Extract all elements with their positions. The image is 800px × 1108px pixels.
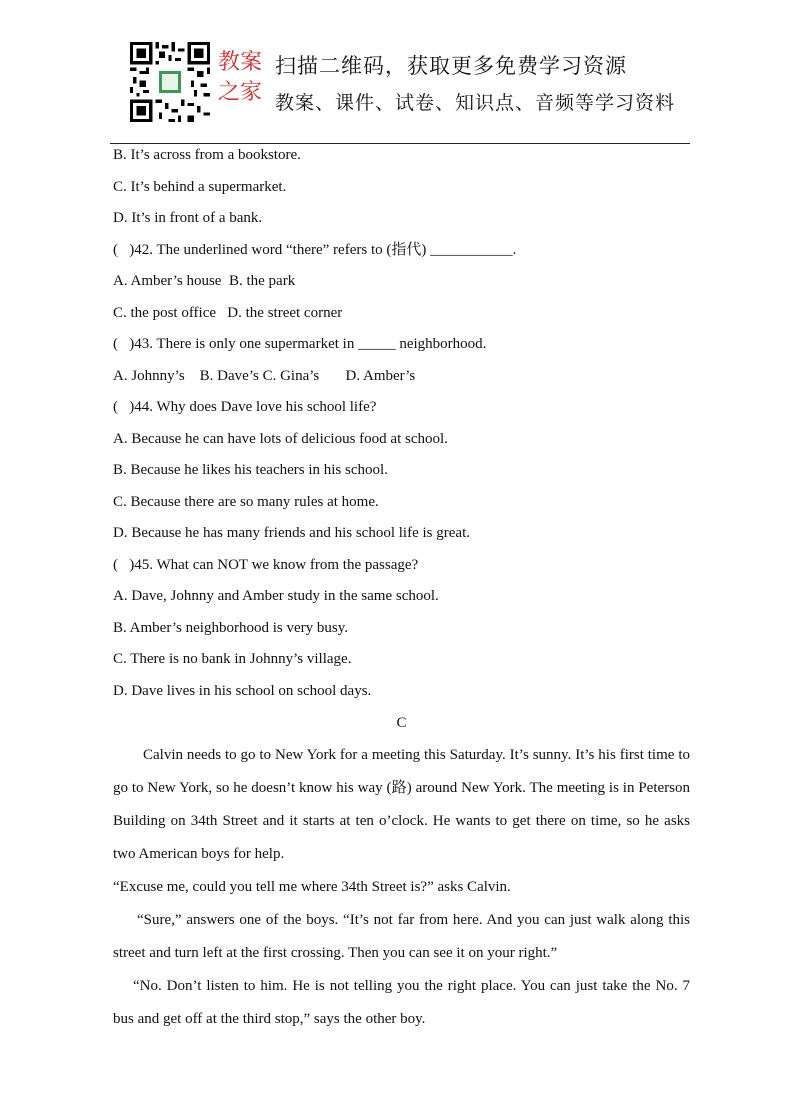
- brand-line-1: 教案: [218, 50, 263, 75]
- question-44: ( )44. Why does Dave love his school life?: [113, 399, 377, 415]
- section-heading: C: [396, 715, 407, 731]
- option-45-d: D. Dave lives in his school on school days.: [113, 682, 372, 699]
- option-45-c: C. There is no bank in Johnny’s village.: [113, 651, 352, 667]
- brand-logo: [218, 48, 270, 118]
- brand-line-2: 之家: [218, 80, 263, 105]
- option-41-d: D. It’s in front of a bank.: [113, 210, 263, 226]
- option-44-b: B. Because he likes his teachers in his school.: [113, 462, 388, 478]
- page-header: [0, 0, 800, 145]
- options-42-cd: C. the post office D. the street corner: [113, 304, 343, 321]
- passage-paragraph-1: Calvin needs to go to New York for a meeting this Saturday. It’s sunny. It’s his first time to go to New York, so he doesn’t know his way (路) around New York. The meeting is in Peterson Building on 34th Street and it starts at ten o’clock. He wants to get there on time, so he asks two American boys for help.: [113, 747, 690, 862]
- slogan-line-2: 教案、课件、试卷、知识点、音频等学习资料: [275, 92, 676, 114]
- passage-paragraph-3: “Sure,” answers one of the boys. “It’s not far from here. And you can just walk along this street and turn left at the first crossing. Then you can see it on your right.”: [113, 912, 690, 961]
- question-43: ( )43. There is only one supermarket in _____ neighborhood.: [113, 336, 487, 352]
- options-42-ab: A. Amber’s house B. the park: [113, 273, 296, 289]
- qr-code: [130, 42, 210, 122]
- passage-paragraph-2: “Excuse me, could you tell me where 34th Street is?” asks Calvin.: [113, 879, 511, 895]
- option-45-a: A. Dave, Johnny and Amber study in the same school.: [113, 588, 439, 604]
- option-44-c: C. Because there are so many rules at home.: [113, 493, 379, 510]
- options-43: A. Johnny’s B. Dave’s C. Gina’s D. Amber’s: [113, 367, 416, 384]
- option-41-b: B. It’s across from a bookstore.: [113, 147, 301, 163]
- qr-code-icon: [130, 42, 210, 122]
- option-44-d: D. Because he has many friends and his school life is great.: [113, 525, 470, 541]
- question-45: ( )45. What can NOT we know from the passage?: [113, 556, 419, 573]
- option-45-b: B. Amber’s neighborhood is very busy.: [113, 619, 348, 636]
- passage-paragraph-4: “No. Don’t listen to him. He is not telling you the right place. You can just take the No. 7 bus and get off at the third stop,” says the other boy.: [113, 978, 690, 1027]
- option-41-c: C. It’s behind a supermarket.: [113, 178, 287, 195]
- document-body: [113, 140, 690, 1036]
- option-44-a: A. Because he can have lots of delicious food at school.: [113, 430, 448, 447]
- slogan-line-1: 扫描二维码，获取更多免费学习资源: [275, 54, 627, 78]
- question-42: ( )42. The underlined word “there” refers to (指代) ___________.: [113, 241, 517, 258]
